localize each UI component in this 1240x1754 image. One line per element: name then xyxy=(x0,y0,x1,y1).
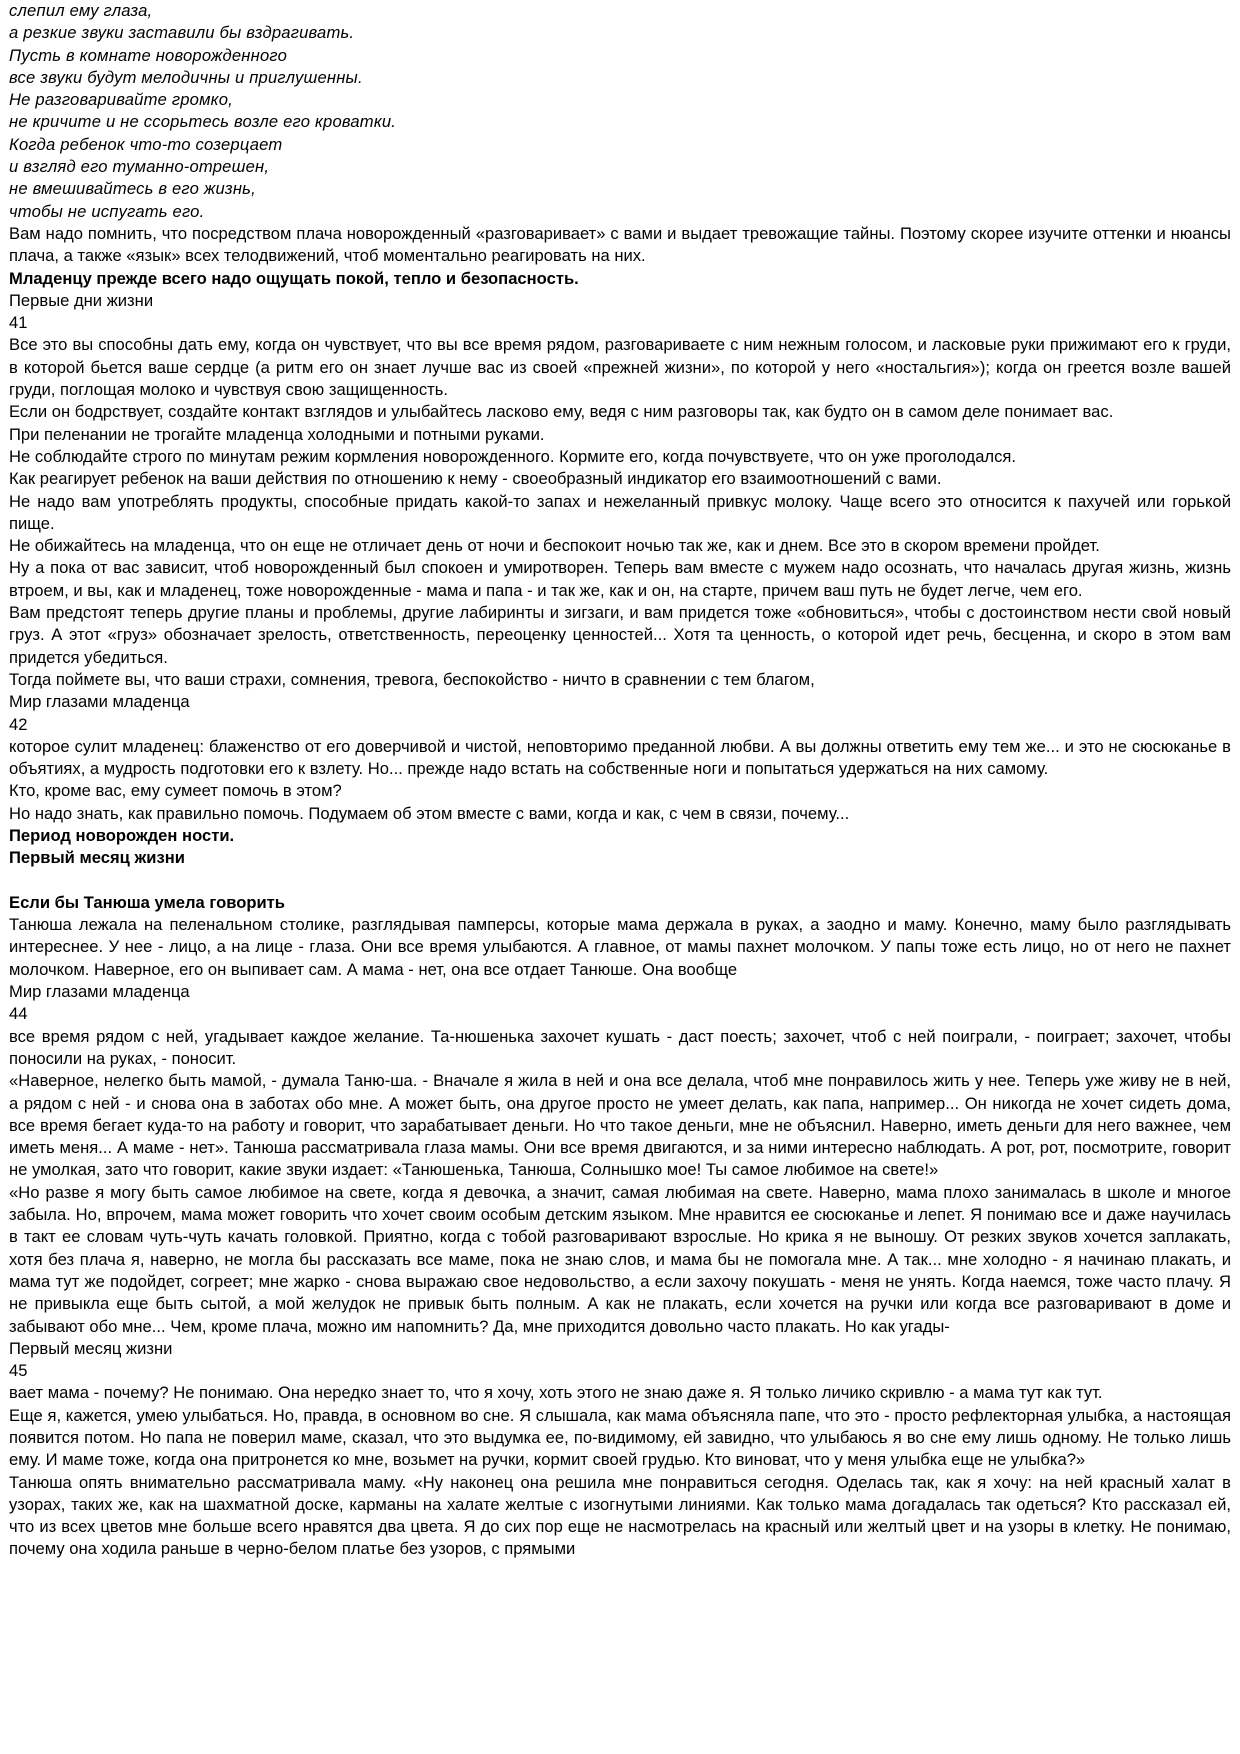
poem-stanza xyxy=(9,0,1231,223)
document-page xyxy=(9,0,1231,1754)
paragraph: Не обижайтесь на младенца, что он еще не отличает день от ночи и беспокоит ночью так же, как и днем. Все это в скором времени пройдет. xyxy=(9,536,1100,556)
paragraph: Танюша опять внимательно рассматривала маму. «Ну наконец она решила мне понравиться сегодня. Оделась так, как я хочу: на ней красный халат в узорах, таких же, как на шахматной доске, карманы на халате желтые с изогнутыми линиями. Как только мама догадалась так одеться? Кто рассказал ей, что из всех цветов мне больше всего нравятся два цвета. Я до сих пор еще не насмотрелась на красный или желтый цвет и на узоры в клетку. Не понимаю, почему она ходила раньше в черно-белом платье без узоров, с прямыми xyxy=(9,1472,1231,1559)
paragraph: Как реагирует ребенок на ваши действия по отношению к нему - своеобразный индикатор его взаимоотношений с вами. xyxy=(9,469,942,489)
running-line: 45 xyxy=(9,1361,28,1381)
poem-line: Пусть в комнате новорожденного xyxy=(9,45,288,65)
heading: Если бы Танюша умела говорить xyxy=(9,892,286,912)
poem-line: чтобы не испугать его. xyxy=(9,201,205,221)
paragraph: «Наверное, нелегко быть мамой, - думала Таню-ша. - Вначале я жила в ней и она все делала, чтоб мне понравилось жить у нее. Теперь уже живу не в ней, а рядом с ней - и снова она в заботах обо мне. А может быть, она другое просто не умеет делать, как папа, например... Он никогда не хочет сидеть дома, все время бегает куда-то на работу и говорит, что зарабатывает деньги. Но что такое деньги, мне не объяснил. Наверно, иметь деньги для него важнее, чем иметь меня... А маме - нет». Танюша рассматривала глаза мамы. Они все время двигаются, и за ними интересно наблюдать. А рот, рот, посмотрите, говорит не умолкая, зато что говорит, какие звуки издает: «Танюшенька, Танюша, Солнышко мое! Ты самое любимое на свете!» xyxy=(9,1071,1231,1180)
paragraph: Не надо вам употреблять продукты, способные придать какой-то запах и нежеланный привкус молоку. Чаще всего это относится к пахучей или горькой пище. xyxy=(9,491,1231,533)
paragraph: Но надо знать, как правильно помочь. Подумаем об этом вместе с вами, когда и как, с чем в связи, почему... xyxy=(9,803,850,823)
paragraph: Если он бодрствует, создайте контакт взглядов и улыбайтесь ласково ему, ведя с ним разговоры так, как будто он в самом деле понимает вас. xyxy=(9,402,1114,422)
paragraph: Еще я, кажется, умею улыбаться. Но, правда, в основном во сне. Я слышала, как мама объясняла папе, что это - просто рефлекторная улыбка, а настоящая появится потом. Но папа не поверил маме, сказал, что это выдумка ее, по-видимому, ей завидно, что улыбаюсь я во сне ему лишь одному. Не только лишь ему. И маме тоже, когда она притронется ко мне, возьмет на ручки, кормит своей грудью. Кто виноват, что у меня улыбка еще не улыбка?» xyxy=(9,1405,1231,1470)
running-line: Первые дни жизни xyxy=(9,290,154,310)
poem-line: а резкие звуки заставили бы вздрагивать. xyxy=(9,23,355,43)
paragraph: Вам предстоят теперь другие планы и проблемы, другие лабиринты и зигзаги, и вам придется тоже «обновиться», чтобы с достоинством нести свой новый груз. А этот «груз» обозначает зрелость, ответственность, переоценку ценностей... Хотя та ценность, о которой идет речь, бесценна, и скоро в этом вам придется убедиться. xyxy=(9,603,1231,667)
heading: Период новорожден ности. xyxy=(9,825,235,845)
paragraph: Не соблюдайте строго по минутам режим кормления новорожденного. Кормите его, когда почувствуете, что он уже проголодался. xyxy=(9,446,1017,466)
poem-line: все звуки будут мелодичны и приглушенны. xyxy=(9,67,363,87)
poem-line: Когда ребенок что-то созерцает xyxy=(9,134,283,154)
paragraph: Кто, кроме вас, ему сумеет помочь в этом? xyxy=(9,781,342,801)
paragraph: вает мама - почему? Не понимаю. Она нередко знает то, что я хочу, хоть этого не знаю даже я. Я только личико скривлю - а мама тут как тут. xyxy=(9,1383,1103,1403)
heading: Младенцу прежде всего надо ощущать покой, тепло и безопасность. xyxy=(9,268,579,288)
blank-line xyxy=(9,870,1231,892)
paragraph: которое сулит младенец: блаженство от его доверчивой и чистой, неповторимо преданной любви. А вы должны ответить ему тем же... и это не сюсюканье в объятиях, а мудрость подготовки его к взлету. Но... прежде надо встать на собственные ноги и попытаться удержаться на них самому. xyxy=(9,736,1231,779)
running-line: Мир глазами младенца xyxy=(9,692,190,712)
paragraph: Танюша лежала на пеленальном столике, разглядывая памперсы, которые мама держала в руках, а заодно и маму. Конечно, маму было разглядывать интереснее. У нее - лицо, а на лице - глаза. Они все время улыбаются. А главное, от мамы пахнет молочком. У папы тоже есть лицо, но от него не пахнет молочком. Наверное, его он выпивает сам. А мама - нет, она все отдает Танюше. Она вообще xyxy=(9,915,1231,979)
paragraph: все время рядом с ней, угадывает каждое желание. Та-нюшенька захочет кушать - даст поесть; захочет, чтоб с ней поиграли, - поиграет; захочет, чтобы поносили на руках, - поносит. xyxy=(9,1026,1231,1068)
poem-line: и взгляд его туманно-отрешен, xyxy=(9,157,270,177)
poem-line: Не разговаривайте громко, xyxy=(9,90,233,110)
running-line: Мир глазами младенца xyxy=(9,982,190,1002)
poem-line: не вмешивайтесь в его жизнь, xyxy=(9,179,256,199)
poem-line: не кричите и не ссорьтесь возле его кроватки. xyxy=(9,112,397,132)
paragraph: Ну а пока от вас зависит, чтоб новорожденный был спокоен и умиротворен. Теперь вам вместе с мужем надо осознать, что началась другая жизнь, жизнь втроем, и вы, как и младенец, тоже новорожденные - мама и папа - и так же, как и он, на старте, причем ваш путь не будет легче, чем его. xyxy=(9,558,1231,600)
paragraph: При пеленании не трогайте младенца холодными и потными руками. xyxy=(9,424,545,444)
running-line: 42 xyxy=(9,714,28,734)
poem-line: слепил ему глаза, xyxy=(9,1,153,20)
paragraph: Все это вы способны дать ему, когда он чувствует, что вы все время рядом, разговариваете с ним нежным голосом, и ласковые руки прижимают его к груди, в которой бьется ваше сердце (а ритм его он знает лучше вас из своей «прежней жизни», по которой у него «ностальгия»); когда он греется возле вашей груди, поглощая молоко и чувствуя свою защищенность. xyxy=(9,335,1231,400)
paragraph: «Но разве я могу быть самое любимое на свете, когда я девочка, а значит, самая любимая на свете. Наверно, мама плохо занималась в школе и многое забыла. Но, впрочем, мама может говорить что хочет своим особым детским языком. Мне нравится ее сюсюканье и лепет. Я понимаю все и даже научилась в такт ее словам чуть-чуть качать головкой. Приятно, когда с тобой разговаривают взрослые. Но крика я не выношу. От резких звуков хочется заплакать, хотя без плача я, наверно, не могла бы рассказать все маме, пока не знаю слов, и мама бы не помогала мне. А так... мне холодно - я начинаю плакать, и мама тут же подойдет, согреет; мне жарко - снова выражаю свое недовольство, а если захочу покушать - меня не унять. Когда наемся, тоже часто плачу. Я не привыкла еще быть сытой, а мой желудок не привык быть полным. А как не плакать, если хочется на ручки или когда все разговаривают в доме и забывают обо мне... Чем, кроме плача, можно им напомнить? Да, мне приходится довольно часто плакать. Но как угады- xyxy=(9,1182,1231,1336)
running-line: 41 xyxy=(9,313,28,333)
paragraph: Вам надо помнить, что посредством плача новорожденный «разговаривает» с вами и выдает тревожащие тайны. Поэтому скорее изучите оттенки и нюансы плача, а также «язык» всех телодвижений, чтоб моментально реагировать на них. xyxy=(9,223,1231,266)
paragraph: Тогда поймете вы, что ваши страхи, сомнения, тревога, беспокойство - ничто в сравнении с тем благом, xyxy=(9,669,815,689)
heading: Первый месяц жизни xyxy=(9,848,185,868)
body-text xyxy=(9,223,1231,1561)
running-line: 44 xyxy=(9,1004,28,1024)
running-line: Первый месяц жизни xyxy=(9,1338,173,1358)
